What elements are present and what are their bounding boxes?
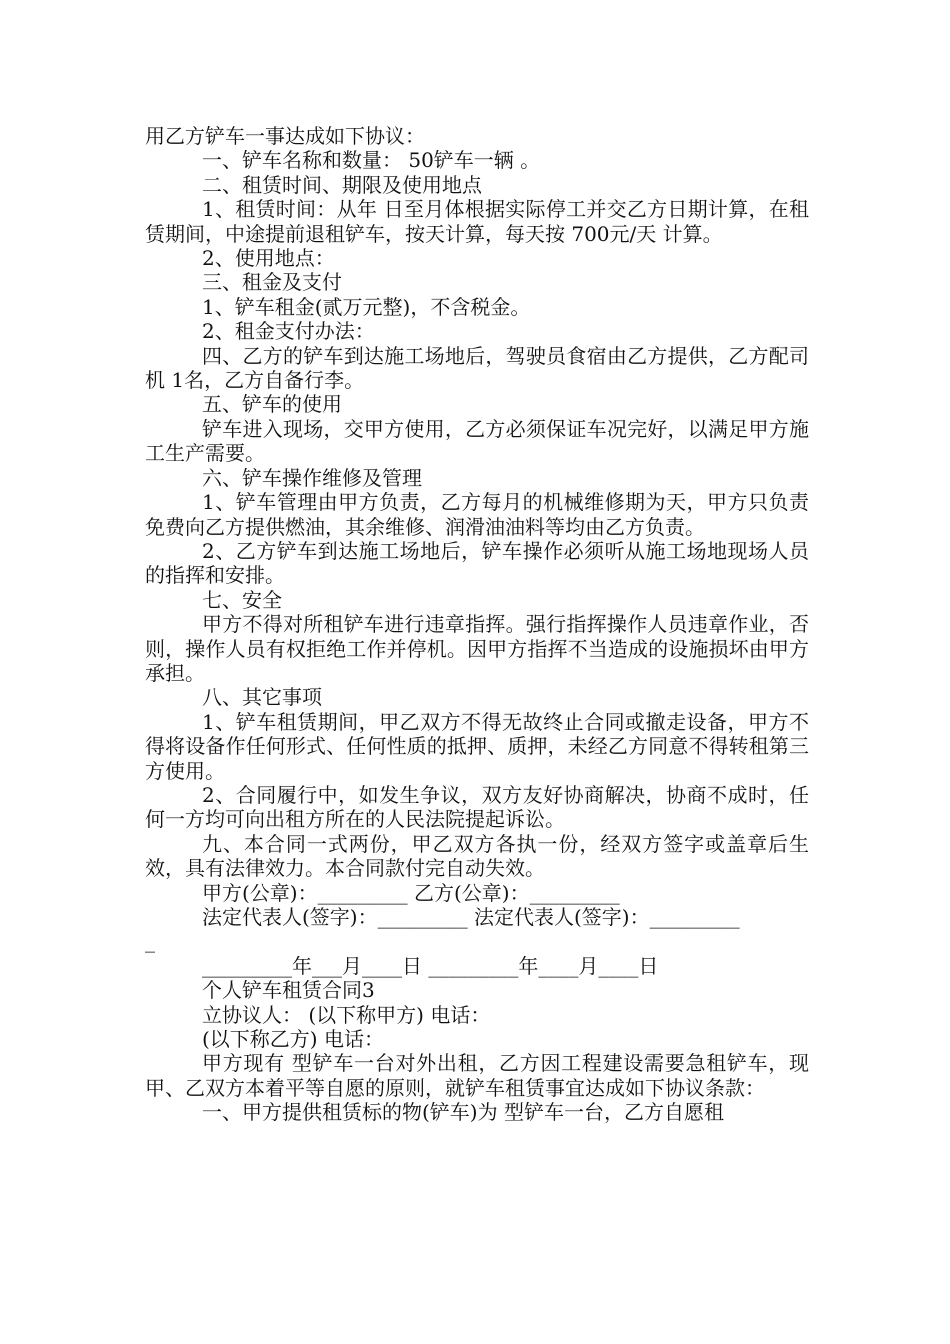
paragraph: _ xyxy=(145,929,155,954)
date-line: _________年___月____日 _________年____月____日 xyxy=(202,953,659,978)
paragraph: 1、租赁时间：从年 日至月体根据实际停工并交乙方日期计算，在租赁期间，中途提前退租铲车，按天计算，每天按 700元/天 计算。 xyxy=(145,197,809,246)
paragraph: 立协议人： (以下称甲方) 电话： xyxy=(202,1002,491,1027)
paragraph: (以下称乙方) 电话： xyxy=(202,1027,384,1052)
paragraph: 1、铲车租金(贰万元整)，不含税金。 xyxy=(202,294,531,319)
paragraph: 铲车进入现场，交甲方使用，乙方必须保证车况完好，以满足甲方施工生产需要。 xyxy=(145,416,809,466)
paragraph: 四、乙方的铲车到达施工场地后，驾驶员食宿由乙方提供，乙方配司机 1名，乙方自备行李。 xyxy=(145,343,809,393)
section-heading: 六、铲车操作维修及管理 xyxy=(202,465,422,490)
section-heading: 七、安全 xyxy=(202,587,282,612)
paragraph: 1、铲车租赁期间，甲乙双方不得无故终止合同或撤走设备，甲方不得将设备作任何形式、任何性质的抵押、质押，未经乙方同意不得转租第三方使用。 xyxy=(145,709,809,783)
section-heading: 二、租赁时间、期限及使用地点 xyxy=(202,172,482,197)
section-heading: 八、其它事项 xyxy=(202,685,322,710)
document-body xyxy=(145,124,809,1125)
section-heading: 三、租金及支付 xyxy=(202,270,342,295)
paragraph: 甲方现有 型铲车一台对外出租，乙方因工程建设需要急租铲车，现甲、乙双方本着平等自愿的原则，就铲车租赁事宜达成如下协议条款： xyxy=(145,1051,809,1100)
section-heading: 五、铲车的使用 xyxy=(202,392,342,417)
paragraph: 2、租金支付办法： xyxy=(202,319,375,344)
paragraph: 2、使用地点： xyxy=(202,246,335,271)
signature-line: 甲方(公章)：_________ 乙方(公章)：_________ xyxy=(202,880,620,905)
contract-title: 个人铲车租赁合同3 xyxy=(202,978,375,1003)
paragraph: 九、本合同一式两份，甲乙双方各执一份，经双方签字或盖章后生效，具有法律效力。本合同款付完自动失效。 xyxy=(145,831,809,881)
paragraph: 一、甲方提供租赁标的物(铲车)为 型铲车一台，乙方自愿租 xyxy=(202,1100,724,1125)
paragraph: 一、铲车名称和数量： 50铲车一辆 。 xyxy=(202,148,541,173)
paragraph: 2、乙方铲车到达施工场地后，铲车操作必须听从施工场地现场人员的指挥和安排。 xyxy=(145,538,809,588)
paragraph: 2、合同履行中，如发生争议，双方友好协商解决，协商不成时，任何一方均可向出租方所在的人民法院提起诉讼。 xyxy=(145,782,809,832)
paragraph: 甲方不得对所租铲车进行违章指挥。强行指挥操作人员违章作业，否则，操作人员有权拒绝工作并停机。因甲方指挥不当造成的设施损坏由甲方承担。 xyxy=(145,612,809,685)
signature-line: 法定代表人(签字)：_________ 法定代表人(签字)：_________ xyxy=(202,905,740,929)
paragraph: 1、铲车管理由甲方负责，乙方每月的机械维修期为天，甲方只负责免费向乙方提供燃油，其余维修、润滑油油料等均由乙方负责。 xyxy=(145,490,809,539)
paragraph: 用乙方铲车一事达成如下协议： xyxy=(145,124,425,148)
